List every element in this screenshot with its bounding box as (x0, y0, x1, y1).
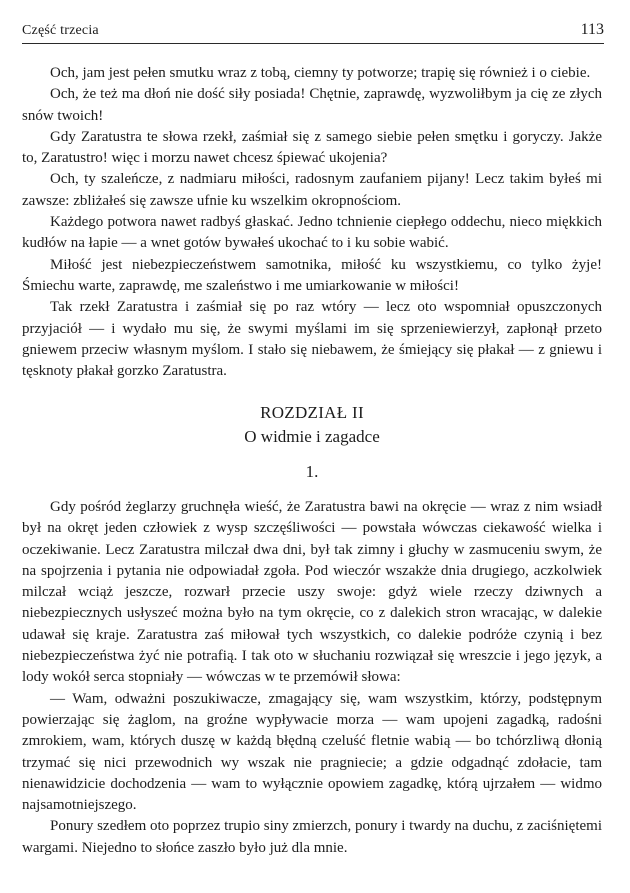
header-rule (22, 43, 604, 44)
paragraph: Ponury szedłem oto poprzez trupio siny zmierzch, ponury i twardy na duchu, z zaciśniętemi wargami. Niejedno to słońce zaszło było już dla mnie. (22, 818, 602, 856)
paragraph: Tak rzekł Zaratustra i zaśmiał się po raz wtóry — lecz oto wspomniał opuszczonych przyjaciół — i wydało mu się, że swymi myślami im się sprzeniewierzył, zapłonął przeto gniewem przeciw własnym myślom. I stało się niebawem, że śmiejący się płakał — z gniewu i tęsknoty płakał gorzko Zaratustra. (22, 299, 602, 380)
text-block-part-one (22, 63, 602, 382)
paragraph: Och, ty szaleńcze, z nadmiaru miłości, radosnym zaufaniem pijany! Lecz takim byłeś mi zawsze: zbliżałeś się zawsze ufnie ku wszelkim okropnościom. (22, 171, 602, 209)
paragraph: Każdego potwora nawet radbyś głaskać. Jedno tchnienie ciepłego oddechu, nieco miękkich kudłów na łapie — a wnet gotów bywałeś ukochać to i ku sobie wabić. (22, 214, 602, 252)
paragraph: Miłość jest niebezpieczeństwem samotnika, miłość ku wszystkiemu, co tylko żyje! Śmiechu warte, zaprawdę, me szaleństwo i me umiarkowanie w miłości! (22, 256, 602, 294)
page-number: 113 (580, 21, 604, 38)
chapter-number: ROZDZIAŁ II (260, 403, 364, 422)
running-title: Część trzecia (22, 23, 99, 38)
section-number: 1. (305, 462, 319, 481)
paragraph: Gdy Zaratustra te słowa rzekł, zaśmiał się z samego siebie pełen smętku i goryczy. Jakże to, Zaratustro! więc i morzu nawet chcesz śpiewać ukojenia? (22, 128, 602, 167)
paragraph: Och, że też ma dłoń nie dość siły posiada! Chętnie, zaprawdę, wyzwoliłbym ja cię ze złych snów twoich! (22, 86, 602, 124)
paragraph: Och, jam jest pełen smutku wraz z tobą, ciemny ty potworze; trapię się również i o ciebie. (50, 65, 591, 81)
paragraph: Gdy pośród żeglarzy gruchnęła wieść, że Zaratustra bawi na okręcie — wraz z nim wsiadł był na okręt jeden człowiek z wysp szczęśliwości — powstała wówczas ciekawość wielka i oczekiwanie. Lecz Zaratustra milczał dwa dni, był tak zimny i głuchy w zasmuceniu swym, że na spojrzenia i pytania nie odpowiadał zgoła. Pod wieczór wszakże dnia drugiego, aczkolwiek milczał wciąż jeszcze, rozwarł przecie uszy swoje: gdyż wiele rzeczy dziwnych a niebezpiecznych usłyszeć można było na tym okręcie, co z dalekich stron wracając, w dalekie udawał się kraje. Zaratustra zaś miłował tych wszystkich, co dalekie podróże czynią i bez niebezpieczeństwa żyć nie potrafią. I tak oto w słuchaniu rozwiązał się wreszcie i jego język, a lody wokół serca stopniały — wówczas w te przemówił słowa: (22, 499, 602, 686)
running-head (22, 20, 604, 42)
paragraph: — Wam, odważni poszukiwacze, zmagający się, wam wszystkim, którzy, podstępnym powierzając się żaglom, na groźne wypływacie morza — wam upojeni zagadką, radośni zmrokiem, wam, których duszę w każdą błędną czeluść fletnie wabią — bo tchórzliwą dłonią trzymać się nici przewodnich wy wszak nie pragniecie; a gdzie odgadnąć zdołacie, tam nienawidzicie dochodzenia — wam to wyłącznie opowiem zagadkę, którą ujrzałem — widmo najsamotniejszego. (22, 690, 602, 814)
text-block-part-two (22, 497, 602, 859)
chapter-title: O widmie i zagadce (244, 427, 380, 446)
